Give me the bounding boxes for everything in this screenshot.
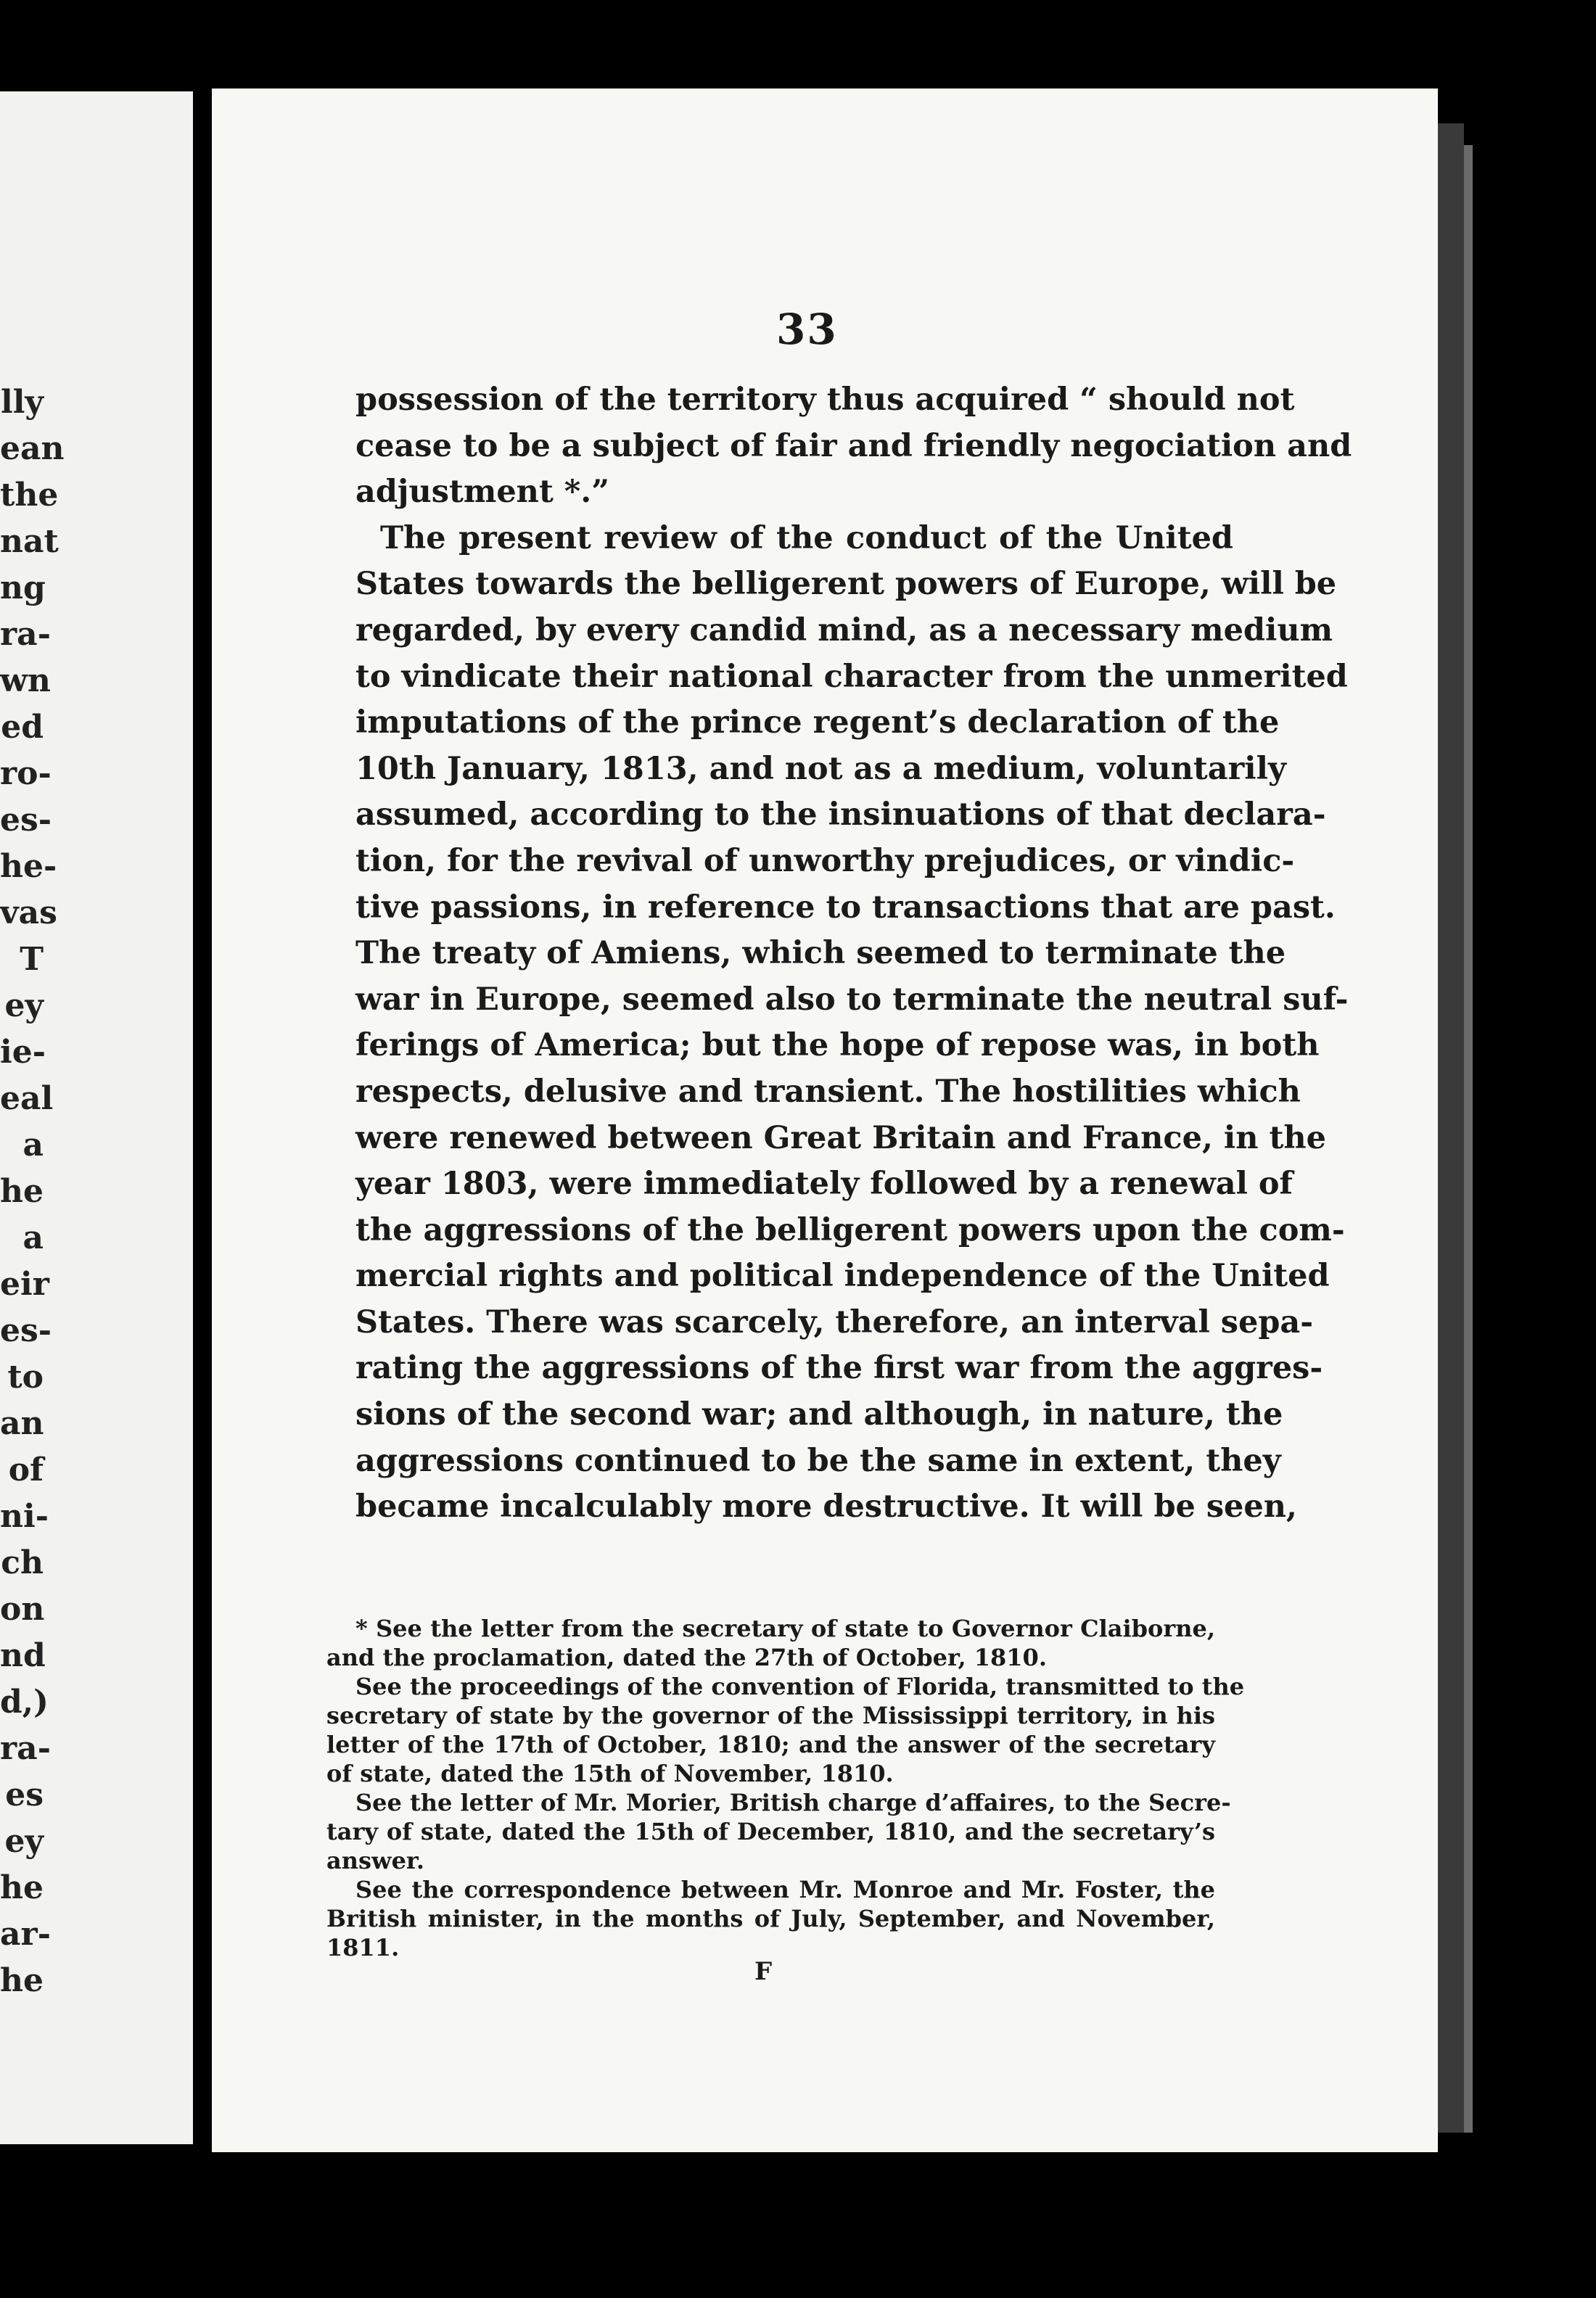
footnote-line: answer. [326,1847,424,1874]
left-page-line: he [0,1869,44,1906]
page-edge [1464,145,1473,2133]
footnote-line: and the proclamation, dated the 27th of October, 1810. [326,1644,1047,1671]
body-line: were renewed between Great Britain and France, in the [355,1119,1326,1156]
left-page-line: a [22,1219,44,1256]
body-line: ferings of America; but the hope of repose was, in both [355,1027,1320,1064]
body-line: regarded, by every candid mind, as a necessary medium [355,611,1333,648]
body-line: imputations of the prince regent’s declaration of the [355,704,1280,741]
left-page-line: ro- [0,755,52,792]
left-page-line: ie- [0,1034,46,1071]
body-line: The treaty of Amiens, which seemed to terminate the [355,935,1286,972]
left-page-line: ra- [0,616,51,653]
body-text [355,377,1352,1531]
left-page-line: ng [0,569,46,606]
body-line: cease to be a subject of fair and friendly negociation and [355,427,1352,464]
body-line: States. There was scarcely, therefore, an interval sepa- [355,1304,1314,1340]
footnote-line: See the correspondence between Mr. Monroe and Mr. Foster, the [355,1876,1215,1903]
body-line: rating the aggressions of the first war from the aggres- [355,1350,1323,1387]
footnote-line: of state, dated the 15th of November, 1810. [326,1760,894,1787]
left-page-line: ey [4,1823,44,1860]
body-line: respects, delusive and transient. The hostilities which [355,1073,1301,1110]
left-page-line: nd [0,1637,46,1674]
left-page-line: he- [0,848,57,885]
left-page-line: eir [0,1266,49,1303]
left-page-line: he [0,1962,44,1999]
left-page-line: wn [0,662,51,699]
left-page-line: of [8,1451,44,1488]
left-page-line: an [0,1405,44,1442]
left-page-line: ean [0,430,65,467]
footnote-line: tary of state, dated the 15th of December, 1810, and the secretary’s [326,1818,1215,1845]
left-page-line: es- [0,1312,52,1349]
body-line: year 1803, were immediately followed by a renewal of [355,1166,1293,1203]
left-page-line: ar- [0,1916,51,1953]
left-page-line: vas [0,894,57,931]
body-line: The present review of the conduct of the United [380,519,1233,556]
left-page-line: ra- [0,1730,51,1767]
body-line: States towards the belligerent powers of Europe, will be [355,566,1337,603]
left-page-line: a [22,1127,44,1164]
left-page-line: ni- [0,1498,49,1535]
left-page-line: nat [0,523,59,560]
body-line: became incalculably more destructive. It will be seen, [355,1488,1297,1525]
left-page-line: lly [1,384,44,421]
left-page-line: d,) [0,1684,49,1721]
body-line: adjustment *.” [355,474,609,511]
left-page-fragment [0,91,193,2144]
left-page-line: on [0,1591,45,1628]
left-page-line: es [5,1776,44,1813]
body-line: assumed, according to the insinuations of that declara- [355,796,1326,833]
left-page-line: the [0,477,59,514]
page-number: 33 [776,305,838,354]
left-page-line: he [0,1173,44,1210]
left-page-line: to [7,1359,44,1396]
left-page-line: T [20,941,44,978]
body-line: possession of the territory thus acquired “ should not [355,382,1295,418]
body-line: the aggressions of the belligerent powers upon the com- [355,1211,1345,1248]
footnote-line: See the proceedings of the convention of Florida, transmitted to the [355,1673,1245,1700]
body-line: tive passions, in reference to transactions that are past. [355,889,1336,926]
body-line: aggressions continued to be the same in extent, they [355,1442,1281,1479]
footnote-line: * See the letter from the secretary of state to Governor Claiborne, [355,1615,1215,1642]
left-page-line: ey [4,987,44,1024]
left-page-line: ch [1,1544,44,1581]
left-page-line: es- [0,802,52,839]
body-line: war in Europe, seemed also to terminate the neutral suf- [355,981,1349,1018]
footnote-line: See the letter of Mr. Morier, British charge d’affaires, to the Secre- [355,1789,1231,1816]
left-page-line: ed [1,709,44,746]
footnote-line: letter of the 17th of October, 1810; and the answer of the secretary [326,1731,1215,1758]
left-page-line: eal [0,1080,54,1117]
page-edge [1438,123,1464,2133]
footnote-line: 1811. [326,1934,400,1961]
signature-mark: F [754,1957,773,1986]
body-line: tion, for the revival of unworthy prejudices, or vindic- [355,842,1295,879]
body-line: to vindicate their national character from the unmerited [355,658,1348,695]
body-line: mercial rights and political independence of the United [355,1258,1330,1295]
body-line: sions of the second war; and although, in nature, the [355,1396,1283,1433]
footnotes [326,1614,1245,1962]
footnote-line: secretary of state by the governor of the Mississippi territory, in his [326,1702,1215,1729]
body-line: 10th January, 1813, and not as a medium, voluntarily [355,750,1286,787]
footnote-line: British minister, in the months of July, September, and November, [326,1905,1215,1932]
